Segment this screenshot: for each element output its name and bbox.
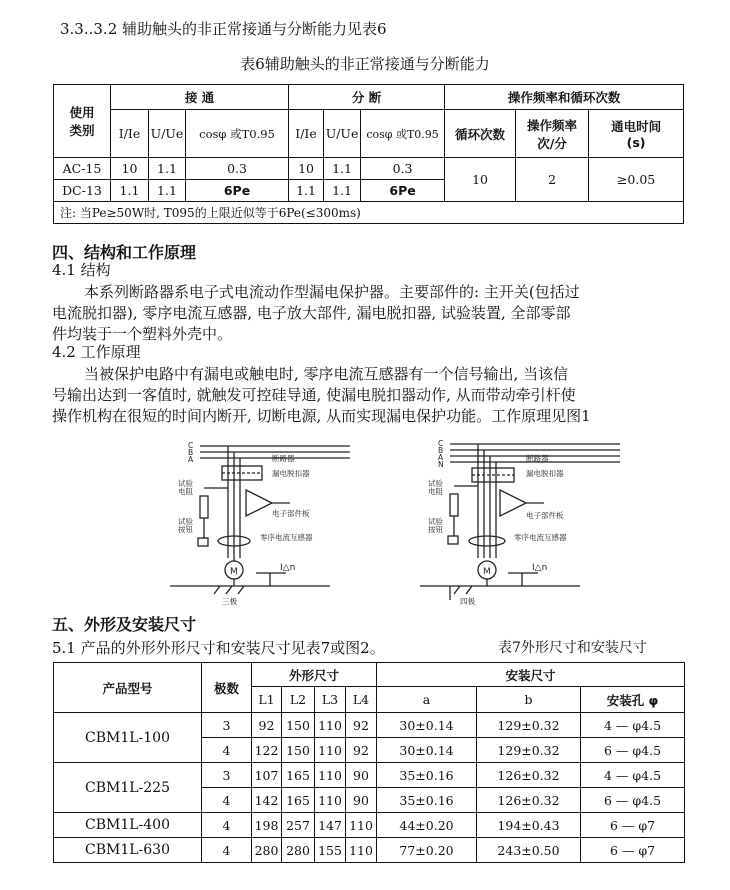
table-row: AC-15 10 1.1 0.3 10 1.1 0.3 10 2 ≥0.05: [54, 158, 684, 180]
table7-h-b: b: [477, 687, 581, 713]
table6-title: 表6辅助触头的非正常接通与分断能力: [240, 55, 490, 73]
fig-left-leak-trip-label: 漏电脱扣器: [272, 469, 310, 478]
table6-freq: 2: [516, 158, 589, 202]
table7: [53, 662, 685, 863]
fig-left-breaker-label: 断路器: [272, 454, 295, 463]
fig-right-phase-a: A: [438, 453, 444, 462]
fig-right-motor: M: [483, 567, 491, 577]
table-row: 4 122 150 110 92 30±0.14 129±0.32 6 — φ4.5: [54, 738, 685, 763]
table7-h-poles: 极数: [202, 663, 252, 713]
table6-h-ue: U/Ue: [149, 110, 186, 158]
fig-left-phase-a: A: [188, 455, 194, 464]
section42-paragraph: 当被保护电路中有漏电或触电时, 零序电流互感器有一个信号输出, 当该信 号输出达到一客值时, 就触发可控硅导通, 使漏电脱扣器动作, 从而带动牵引杆使 操作机构在很短的时间内断开, 切断电源, 从而实现漏电保护功能。工作原理见图1: [52, 365, 591, 425]
fig-right-breaker-label: 断路器: [526, 454, 549, 463]
section-332-heading: 3.3..3.2 辅助触头的非正常接通与分断能力见表6: [60, 20, 387, 38]
fig-right-phase-b: B: [438, 446, 444, 455]
table6-h-time: 通电时间 (s): [589, 110, 684, 158]
table6: [53, 84, 684, 224]
fig-left-phase-b: B: [188, 448, 194, 457]
table6-h-cos2: cosφ 或T0.95: [361, 110, 445, 158]
table6-header-make: 接 通: [111, 85, 289, 110]
table7-model: CBM1L-630: [54, 838, 202, 863]
table6-note: 注: 当Pe≥50W时, T095的上限近似等于6Pe(≤300ms): [54, 202, 684, 224]
table7-h-a: a: [377, 687, 477, 713]
table7-h-model: 产品型号: [54, 663, 202, 713]
table7-h-l2: L2: [282, 687, 315, 713]
fig-right-test-res-2: 电阻: [428, 487, 443, 496]
table7-h-l1: L1: [252, 687, 282, 713]
fig-left-test-res-1: 试验: [178, 479, 193, 488]
fig-left-test-btn-1: 试验: [178, 517, 193, 526]
table7-h-l3: L3: [315, 687, 346, 713]
section41-paragraph: 本系列断路器系电子式电流动作型漏电保护器。主要部件的: 主开关(包括过 电流脱扣器), 零序电流互感器, 电子放大部件, 漏电脱扣器, 试验装置, 全部零部 件均装于一个塑料外壳中。: [52, 283, 580, 343]
table6-header-category: 使用 类别: [54, 85, 111, 158]
table-row: CBM1L-400 4 198 257 147 110 44±0.20 194±0.43 6 — φ7: [54, 813, 685, 838]
fig-right-amp-label: 电子部件板: [526, 511, 564, 520]
table-row: DC-13 1.1 1.1 6Pe 1.1 1.1 6Pe: [54, 180, 684, 202]
section5-heading: 五、外形及安装尺寸: [52, 615, 197, 634]
table6-cycles: 10: [445, 158, 516, 202]
fig-right-phase-c: C: [438, 439, 444, 448]
table7-h-l4: L4: [346, 687, 377, 713]
table7-h-outer: 外形尺寸: [252, 663, 377, 687]
fig-right-phase-n: N: [438, 460, 444, 469]
fig-left-leak-current: I△n: [280, 563, 296, 573]
fig-right-leak-trip-label: 漏电脱扣器: [526, 469, 564, 478]
fig-left-test-res-2: 电阻: [178, 487, 193, 496]
section41-heading: 4.1 结构: [52, 261, 111, 279]
table7-model: CBM1L-100: [54, 713, 202, 763]
fig-left-caption: 三极: [222, 597, 237, 606]
fig-right-leak-current: I△n: [532, 563, 548, 573]
section4-heading: 四、结构和工作原理: [52, 243, 197, 262]
table-row: CBM1L-630 4 280 280 155 110 77±0.20 243±0.50 6 — φ7: [54, 838, 685, 863]
table7-title: 表7外形尺寸和安装尺寸: [498, 640, 647, 656]
table6-h-cycles: 循环次数: [445, 110, 516, 158]
table6-h-cos: cosφ 或T0.95: [186, 110, 289, 158]
table6-h-ie2: I/Ie: [289, 110, 324, 158]
table6-time: ≥0.05: [589, 158, 684, 202]
fig-left-motor: M: [230, 567, 238, 577]
table-row: CBM1L-225 3 107 165 110 90 35±0.16 126±0.32 4 — φ4.5: [54, 763, 685, 788]
table7-h-hole: 安装孔 φ: [581, 687, 685, 713]
fig-left-amp-label: 电子部件板: [272, 509, 310, 518]
fig-left-ct-label: 零序电流互感器: [260, 533, 313, 542]
table7-model: CBM1L-400: [54, 813, 202, 838]
table-row: CBM1L-100 3 92 150 110 92 30±0.14 129±0.32 4 — φ4.5: [54, 713, 685, 738]
table6-header-break: 分 断: [289, 85, 445, 110]
table7-model: CBM1L-225: [54, 763, 202, 813]
fig-right-test-btn-2: 按钮: [428, 525, 443, 534]
fig-right-test-btn-1: 试验: [428, 517, 443, 526]
table-row: 4 142 165 110 90 35±0.16 126±0.32 6 — φ4.5: [54, 788, 685, 813]
table6-h-ie: I/Ie: [111, 110, 149, 158]
fig-right-caption: 四极: [460, 597, 475, 606]
section42-heading: 4.2 工作原理: [52, 343, 141, 361]
figure1-diagrams: [160, 428, 680, 608]
fig-left-phase-c: C: [188, 441, 194, 450]
table6-h-freq-min: 操作频率 次/分: [516, 110, 589, 158]
table7-h-mount: 安装尺寸: [377, 663, 685, 687]
section51-text: 5.1 产品的外形外形尺寸和安装尺寸见表7或图2。: [52, 639, 385, 657]
fig-right-ct-label: 零序电流互感器: [514, 533, 567, 542]
table6-h-ue2: U/Ue: [324, 110, 361, 158]
fig-left-test-btn-2: 按钮: [178, 525, 193, 534]
fig-right-test-res-1: 试验: [428, 479, 443, 488]
table6-header-frequency: 操作频率和循环次数: [445, 85, 684, 110]
